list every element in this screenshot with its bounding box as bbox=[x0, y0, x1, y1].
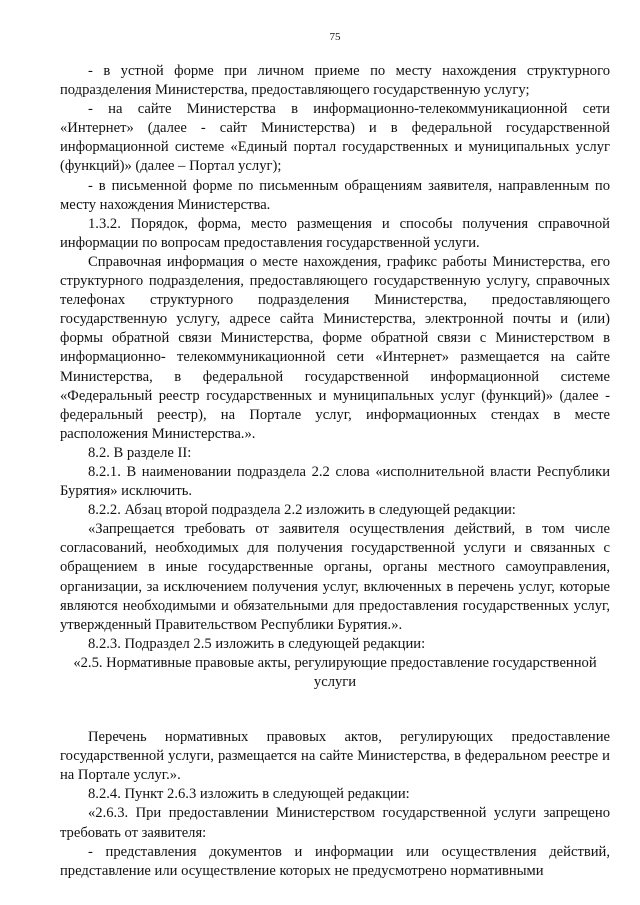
paragraph-8-2: 8.2. В разделе II: bbox=[88, 444, 192, 461]
paragraph-2-6-3: «2.6.3. При предоставлении Министерством государственной услуги запрещено требовать от заявителя: bbox=[60, 805, 610, 841]
paragraph-reference-info: Справочная информация о месте нахождения, графикс работы Министерства, его структурного подразделения, предоставляющего государственную услугу, справочных телефонах структурного подразделения Министерства, предоставляющего государственную услугу, адресе сайта Министерства, электронной почты и (или) формы обратной связи Министерства, форме обратной связи с Министерством в информационно- телекоммуникационной сети «Интернет» размещается на сайте Министерства, в федеральной государственной информационной системе «Федеральный реестр государственных и муниципальных услуг (функций)» (далее - федеральный реестр), на Портале услуг, информационных стендах в месте расположения Министерства.». bbox=[60, 253, 610, 442]
paragraph-8-2-2: 8.2.2. Абзац второй подраздела 2.2 изложить в следующей редакции: bbox=[88, 502, 516, 519]
blank-gap bbox=[60, 692, 610, 728]
paragraph-8-2-3: 8.2.3. Подраздел 2.5 изложить в следующей редакции: bbox=[88, 635, 426, 652]
paragraph-oral-form: - в устной форме при личном приеме по месту нахождения структурного подразделения Министерства, предоставляющего государственную услугу; bbox=[60, 63, 610, 99]
paragraph-written-form: - в письменной форме по письменным обращениям заявителя, направленным по месту нахождения Министерства. bbox=[60, 177, 610, 213]
paragraph-8-2-1: 8.2.1. В наименовании подраздела 2.2 слова «исполнительной власти Республики Бурятия» исключить. bbox=[60, 463, 610, 500]
page-number: 75 bbox=[329, 31, 341, 43]
paragraph-documents: - представления документов и информации или осуществления действий, представление или осуществление которых не предусмотрено нормативными bbox=[60, 843, 610, 879]
section-heading-2-5: «2.5. Нормативные правовые акты, регулирующие предоставление государственной услуги bbox=[73, 654, 597, 690]
paragraph-acts-list: Перечень нормативных правовых актов, регулирующих предоставление государственной услуги, размещается на сайте Министерства, в федеральном реестре и на Портале услуг.». bbox=[60, 729, 610, 784]
paragraph-website: - на сайте Министерства в информационно-телекоммуникационной сети «Интернет» (далее - сайт Министерства) и в федеральной государственной информационной системе «Единый портал государственных и муниципальных услуг (функций)» (далее – Портал услуг); bbox=[60, 101, 610, 175]
paragraph-1-3-2: 1.3.2. Порядок, форма, место размещения и способы получения справочной информации по вопросам предоставления государственной услуги. bbox=[60, 215, 610, 251]
paragraph-8-2-4: 8.2.4. Пункт 2.6.3 изложить в следующей редакции: bbox=[88, 786, 410, 803]
paragraph-prohibition: «Запрещается требовать от заявителя осуществления действий, в том числе согласований, необходимых для получения государственной услуги и связанных с обращением в иные государственные органы, органы местного самоуправления, организации, за исключением получения услуг, включенных в перечень услуг, которые являются необходимыми и обязательными для предоставления государственных услуг, утвержденный Правительством Республики Бурятия.». bbox=[60, 521, 610, 633]
document-page bbox=[60, 30, 610, 881]
